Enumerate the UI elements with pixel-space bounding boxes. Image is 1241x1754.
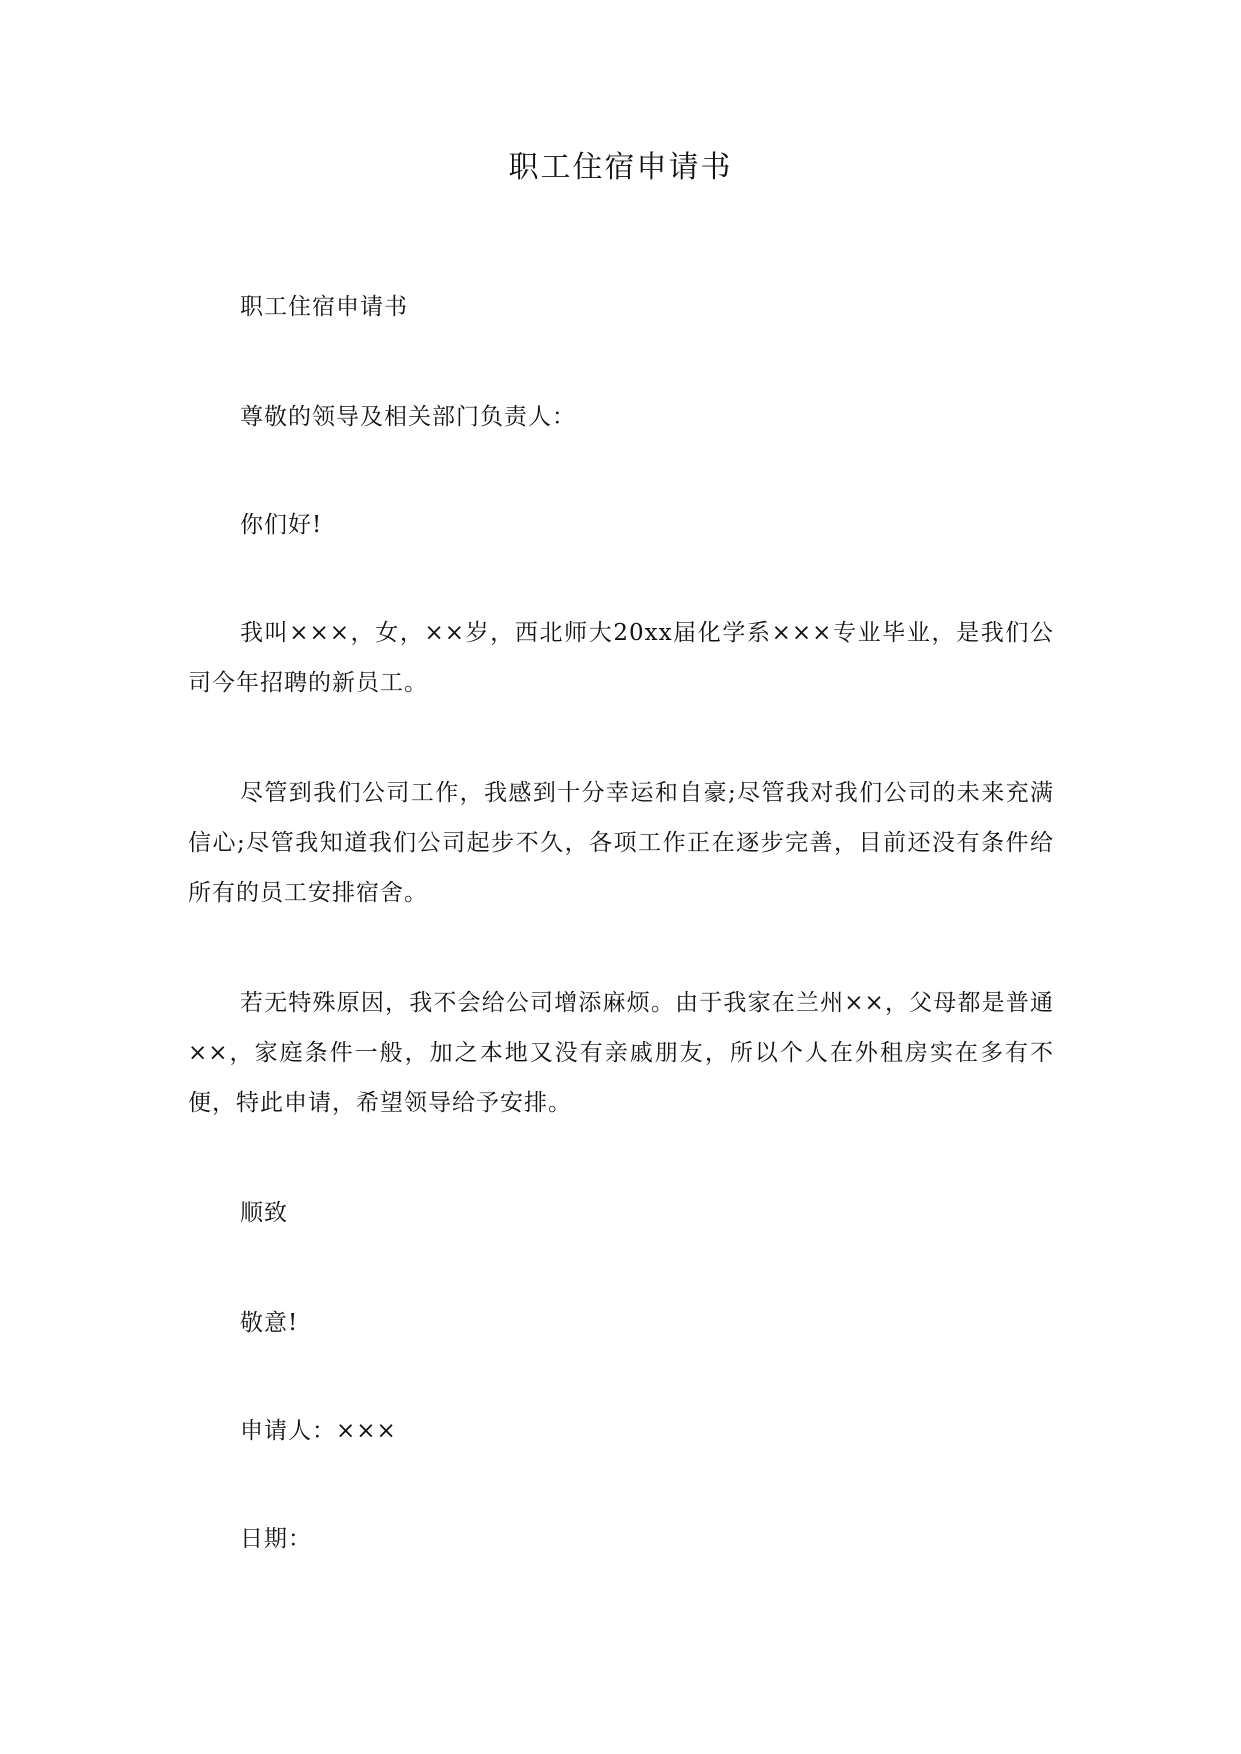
- salutation: 尊敬的领导及相关部门负责人：: [240, 404, 576, 430]
- applicant-line: 申请人：×××: [240, 1418, 397, 1444]
- paragraph-request: 若无特殊原因，我不会给公司增添麻烦。由于我家在兰州××，父母都是普通××，家庭条件一般，加之本地又没有亲戚朋友，所以个人在外租房实在多有不便，特此申请，希望领导给予安排。: [188, 990, 1054, 1116]
- heading-line: 职工住宿申请书: [240, 294, 408, 320]
- paragraph-introduction: 我叫×××，女，××岁，西北师大20xx届化学系×××专业毕业，是我们公司今年招聘的新员工。: [188, 620, 1054, 696]
- closing-line-2: 敬意!: [240, 1310, 299, 1336]
- document-title: 职工住宿申请书: [508, 150, 733, 185]
- paragraph-situation: 尽管到我们公司工作，我感到十分幸运和自豪;尽管我对我们公司的未来充满信心;尽管我知道我们公司起步不久，各项工作正在逐步完善，目前还没有条件给所有的员工安排宿舍。: [188, 780, 1054, 906]
- greeting: 你们好!: [240, 512, 323, 538]
- date-line: 日期：: [240, 1526, 312, 1552]
- closing-line-1: 顺致: [240, 1200, 288, 1226]
